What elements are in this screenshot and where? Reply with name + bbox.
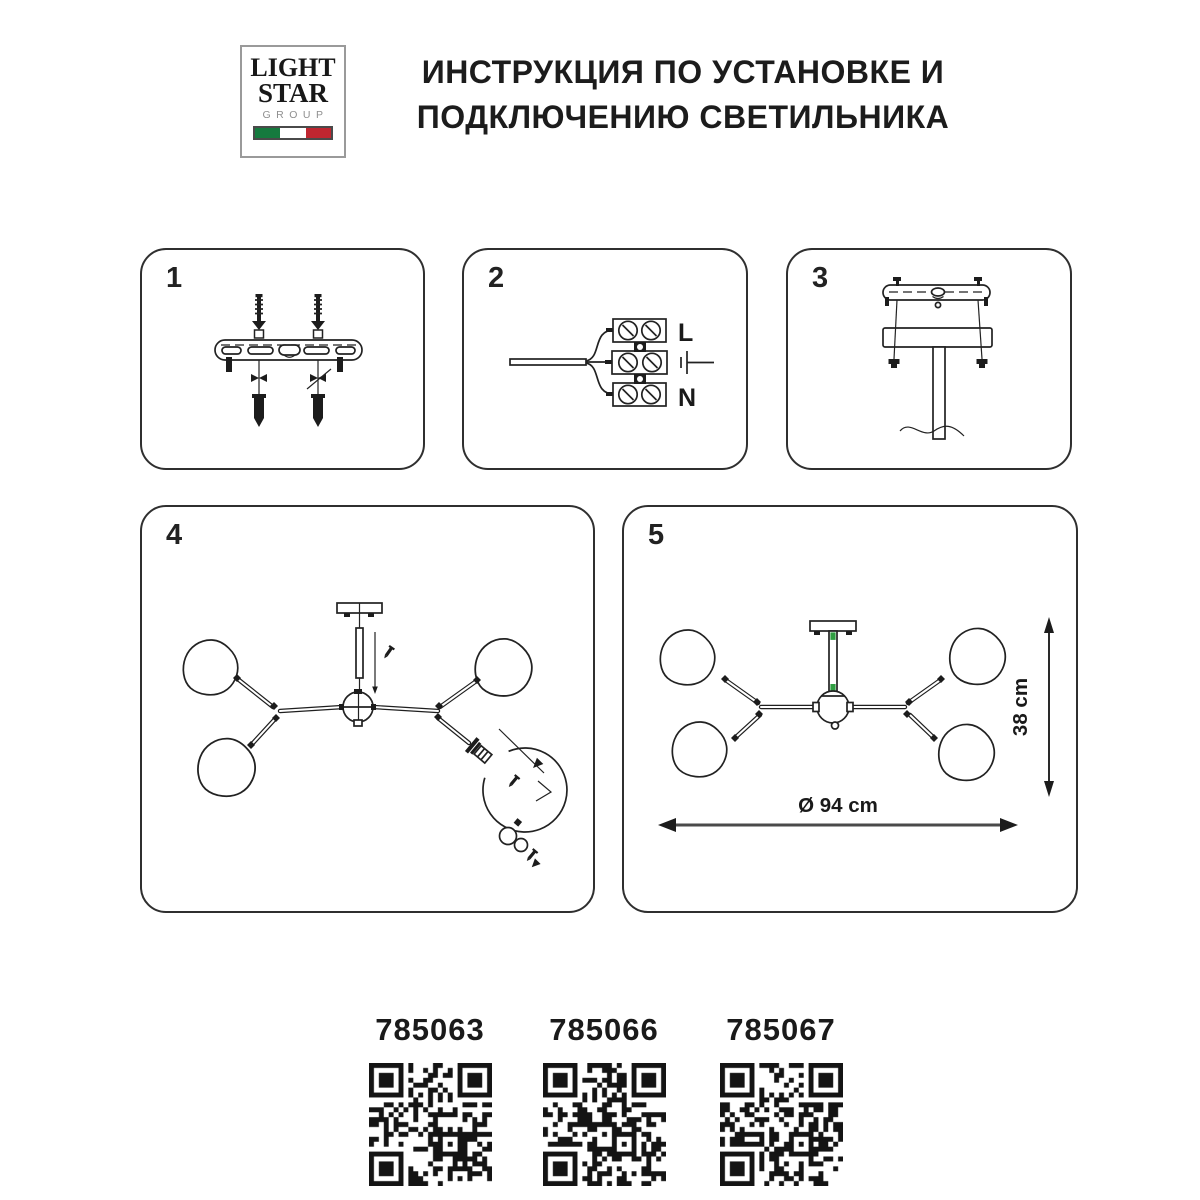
central-hub [813, 691, 853, 729]
wiring-diagram [464, 250, 746, 468]
product-item [706, 1010, 856, 1186]
screw-icon [252, 294, 325, 338]
product-code: 785067 [726, 1012, 836, 1047]
central-hub [339, 689, 376, 726]
dimension-arrow-vertical [1009, 617, 1054, 797]
logo-group-text: GROUP [262, 109, 329, 121]
supply-wire [510, 330, 614, 394]
logo-light-text: LIGHT [250, 53, 336, 82]
step-number: 2 [488, 262, 505, 294]
step-panel-1 [140, 248, 425, 470]
product-code: 785063 [375, 1012, 485, 1047]
terminal-block [605, 319, 667, 406]
label-live: L [678, 319, 694, 347]
chandelier-assembly-diagram [142, 507, 593, 911]
step-panel-4 [140, 505, 595, 913]
ceiling-mounting-diagram [788, 250, 1070, 468]
ceiling-bracket [883, 277, 990, 308]
page-title [370, 50, 996, 140]
rod-direction-guide [372, 632, 395, 694]
product-item [355, 1010, 505, 1186]
lightstar-logo [240, 45, 346, 158]
down-rod [356, 628, 363, 678]
threaded-rod [251, 360, 331, 396]
step-panel-2 [462, 248, 748, 470]
qr-code [720, 1063, 843, 1186]
step-panel-3 [786, 248, 1072, 470]
product-item [529, 1010, 679, 1186]
dimension-arrow-horizontal [658, 794, 1018, 832]
step-number: 3 [812, 262, 829, 294]
chandelier-dimensions-diagram [624, 507, 1076, 911]
height-dimension-label: 38 cm [1009, 677, 1032, 737]
logo-star-text: STAR [257, 78, 329, 108]
qr-code [369, 1063, 492, 1186]
ground-symbol-icon [681, 351, 714, 374]
label-neutral: N [678, 384, 697, 412]
title-line-2: ПОДКЛЮЧЕНИЮ СВЕТИЛЬНИКА [416, 99, 950, 135]
break-line [900, 426, 964, 436]
glass-globe-open [483, 748, 567, 832]
socket-detail [465, 729, 567, 832]
mounting-bar [215, 340, 362, 372]
product-code: 785066 [549, 1012, 659, 1047]
wall-anchor-icon [252, 394, 325, 427]
step-panel-5 [622, 505, 1078, 913]
italian-flag-icon [253, 126, 333, 140]
title-line-1: ИНСТРУКЦИЯ ПО УСТАНОВКЕ И [421, 54, 945, 90]
step-number: 4 [166, 519, 183, 551]
canopy [883, 328, 992, 347]
stem [829, 631, 837, 693]
qr-code [543, 1063, 666, 1186]
step-number: 5 [648, 519, 665, 551]
diameter-dimension-label: Ø 94 cm [798, 794, 878, 817]
stem [900, 347, 964, 439]
step-number: 1 [166, 262, 183, 294]
bulb-detail [500, 818, 541, 870]
mounting-bracket-diagram [142, 250, 423, 468]
